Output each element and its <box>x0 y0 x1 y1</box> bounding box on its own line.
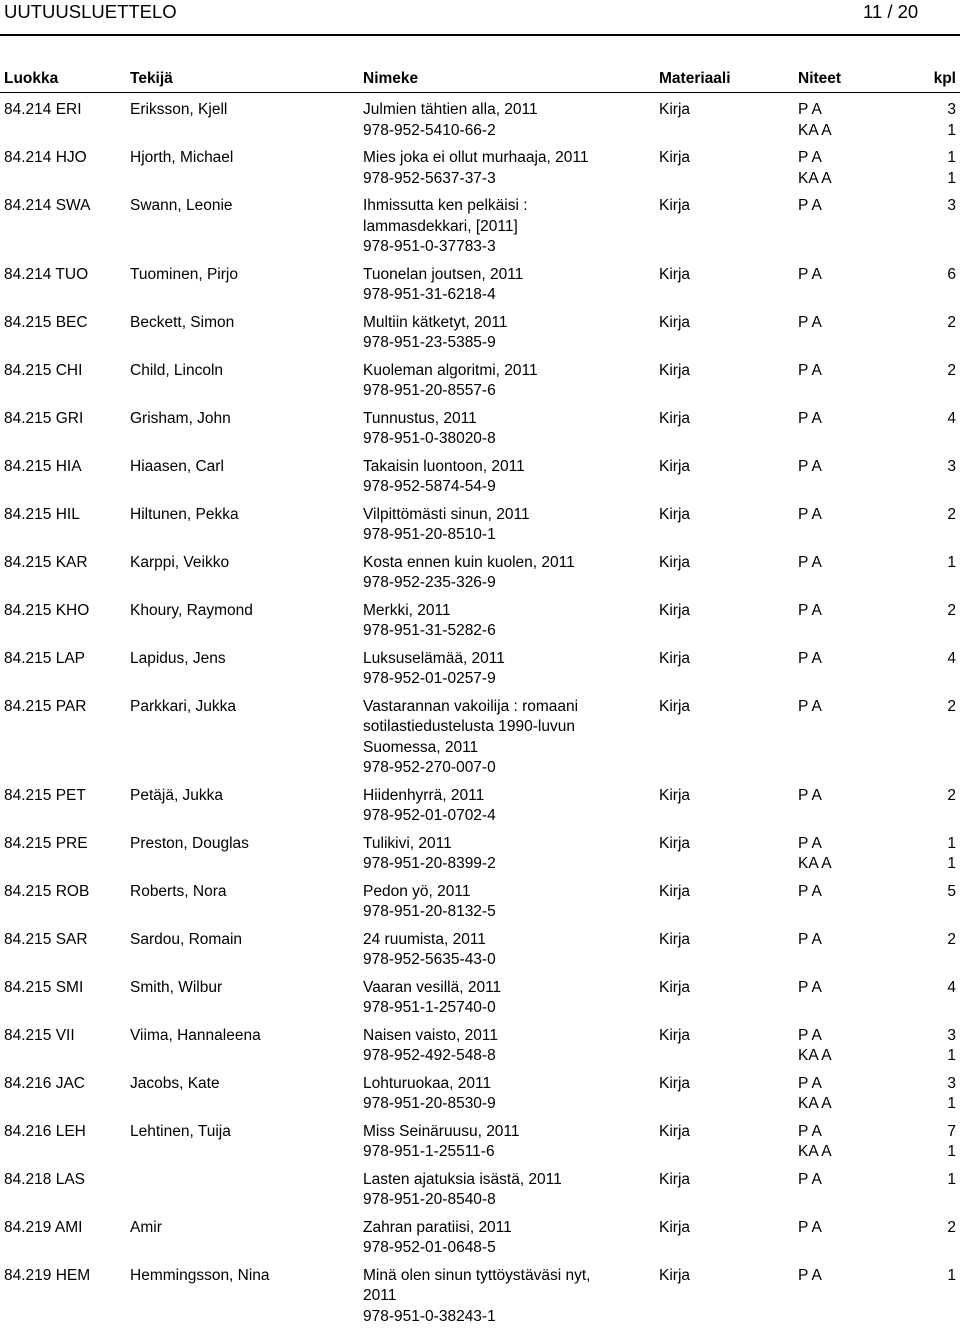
copy-count: 3 <box>947 101 956 118</box>
location-code: P A <box>798 361 822 379</box>
location-code: KA A <box>798 1047 832 1064</box>
copies-location <box>798 697 822 718</box>
author: Jacobs, Kate <box>130 1074 220 1092</box>
author: Child, Lincoln <box>130 361 224 379</box>
location-code: KA A <box>798 1095 832 1112</box>
material-type: Kirja <box>659 505 691 523</box>
catalog-row <box>0 196 960 258</box>
title-block <box>363 1266 648 1328</box>
material-type: Kirja <box>659 409 691 427</box>
author: Swann, Leonie <box>130 197 233 214</box>
author: Karppi, Veikko <box>130 553 230 571</box>
catalog-row <box>0 457 960 498</box>
catalog-row <box>0 786 960 827</box>
copy-count: 4 <box>947 978 956 996</box>
column-header-niteet: Niteet <box>798 70 842 87</box>
title-block <box>363 505 648 546</box>
column-header-materiaali: Materiaali <box>659 70 731 87</box>
material-type: Kirja <box>659 834 691 852</box>
author: Khoury, Raymond <box>130 601 253 619</box>
page-title: UUTUUSLUETTELO <box>4 1 177 22</box>
catalog-row <box>0 697 960 779</box>
copies-count <box>947 786 956 807</box>
copies-count <box>947 930 956 951</box>
isbn: 978-951-31-5282-6 <box>363 622 496 639</box>
copies-count <box>947 361 956 382</box>
isbn: 978-951-1-25740-0 <box>363 999 496 1016</box>
catalog-row <box>0 313 960 354</box>
copies-location <box>798 1026 832 1067</box>
title-line: Kuoleman algoritmi, 2011 <box>363 361 538 379</box>
copy-count: 2 <box>947 930 956 948</box>
title-line: Mies joka ei ollut murhaaja, 2011 <box>363 149 589 166</box>
location-code: P A <box>798 786 822 804</box>
material-type: Kirja <box>659 1266 691 1284</box>
isbn: 978-951-20-8399-2 <box>363 855 496 872</box>
copy-count: 3 <box>947 457 956 475</box>
catalog-row <box>0 100 960 141</box>
title-block <box>363 1122 648 1163</box>
catalog-list <box>0 100 960 1334</box>
isbn: 978-951-20-8540-8 <box>363 1191 496 1208</box>
copies-count <box>947 978 956 999</box>
location-code: P A <box>798 697 822 715</box>
title-line: Miss Seinäruusu, 2011 <box>363 1122 520 1140</box>
material-type: Kirja <box>659 553 691 571</box>
copies-count <box>947 1122 956 1163</box>
title-line: Vaaran vesillä, 2011 <box>363 978 502 996</box>
copy-count: 4 <box>947 649 956 667</box>
copies-count <box>947 697 956 718</box>
isbn: 978-951-20-8132-5 <box>363 903 496 920</box>
location-code: P A <box>798 265 822 283</box>
copies-count <box>947 457 956 478</box>
copies-location <box>798 882 822 903</box>
copies-count <box>947 505 956 526</box>
copies-location <box>798 553 822 574</box>
class-code: 84.215 PET <box>4 786 86 804</box>
class-code: 84.215 PRE <box>4 834 88 852</box>
title-line: Suomessa, 2011 <box>363 738 479 756</box>
title-line: Luksuselämää, 2011 <box>363 649 505 667</box>
material-type: Kirja <box>659 101 691 118</box>
copy-count: 1 <box>947 1143 956 1160</box>
copy-count: 3 <box>947 197 956 214</box>
isbn: 978-952-235-326-9 <box>363 574 496 591</box>
copies-location <box>798 196 822 217</box>
material-type: Kirja <box>659 978 691 996</box>
location-code: P A <box>798 505 822 523</box>
copies-count <box>947 1026 956 1067</box>
copies-count <box>947 1170 956 1191</box>
isbn: 978-952-5637-37-3 <box>363 169 496 187</box>
catalog-row <box>0 649 960 690</box>
title-block <box>363 265 648 306</box>
author: Grisham, John <box>130 409 231 427</box>
copies-location <box>798 457 822 478</box>
title-block <box>363 649 648 690</box>
title-block <box>363 882 648 923</box>
title-line: Tunnustus, 2011 <box>363 409 477 427</box>
title-block <box>363 834 648 875</box>
title-block <box>363 553 648 594</box>
material-type: Kirja <box>659 1026 691 1044</box>
isbn: 978-951-20-8510-1 <box>363 526 496 543</box>
class-code: 84.214 SWA <box>4 197 91 214</box>
class-code: 84.215 HIA <box>4 457 82 475</box>
copies-count <box>947 882 956 903</box>
author: Parkkari, Jukka <box>130 697 236 715</box>
class-code: 84.215 BEC <box>4 313 88 331</box>
location-code: P A <box>798 101 822 118</box>
copies-location <box>798 1170 822 1191</box>
author: Tuominen, Pirjo <box>130 265 238 283</box>
copies-location <box>798 1218 822 1239</box>
author: Beckett, Simon <box>130 313 235 331</box>
material-type: Kirja <box>659 1218 691 1236</box>
catalog-row <box>0 834 960 875</box>
copy-count: 1 <box>947 855 956 872</box>
title-line: Lasten ajatuksia isästä, 2011 <box>363 1170 562 1188</box>
material-type: Kirja <box>659 786 691 804</box>
copy-count: 1 <box>947 834 956 852</box>
location-code: P A <box>798 978 822 996</box>
class-code: 84.218 LAS <box>4 1170 86 1188</box>
isbn: 978-951-31-6218-4 <box>363 286 496 303</box>
isbn: 978-951-0-37783-3 <box>363 238 496 255</box>
author: Amir <box>130 1218 162 1236</box>
copies-count <box>947 265 956 286</box>
class-code: 84.215 KAR <box>4 553 88 571</box>
class-code: 84.215 VII <box>4 1026 75 1044</box>
title-block <box>363 978 648 1019</box>
location-code: P A <box>798 1122 822 1140</box>
page-current: 11 <box>863 1 883 22</box>
title-line: Takaisin luontoon, 2011 <box>363 457 525 475</box>
copy-count: 1 <box>947 1170 956 1188</box>
location-code: P A <box>798 882 822 900</box>
isbn: 978-951-23-5385-9 <box>363 334 496 351</box>
catalog-row <box>0 1074 960 1115</box>
class-code: 84.214 ERI <box>4 101 82 118</box>
title-line: 2011 <box>363 1287 397 1304</box>
column-header-tekija: Tekijä <box>130 70 173 87</box>
class-code: 84.214 TUO <box>4 265 89 283</box>
author: Hjorth, Michael <box>130 149 234 166</box>
author: Hiltunen, Pekka <box>130 505 239 523</box>
copy-count: 1 <box>947 1095 956 1112</box>
copies-location <box>798 930 822 951</box>
column-header-row <box>0 69 960 89</box>
title-block <box>363 409 648 450</box>
isbn: 978-952-01-0257-9 <box>363 670 496 687</box>
location-code: P A <box>798 457 822 475</box>
catalog-row <box>0 1218 960 1259</box>
copy-count: 1 <box>947 553 956 571</box>
title-block <box>363 1170 648 1211</box>
material-type: Kirja <box>659 697 691 715</box>
material-type: Kirja <box>659 882 691 900</box>
catalog-row <box>0 1122 960 1163</box>
location-code: P A <box>798 1074 822 1092</box>
location-code: P A <box>798 649 822 667</box>
title-line: Minä olen sinun tyttöystäväsi nyt, <box>363 1266 591 1284</box>
copies-location <box>798 978 822 999</box>
copy-count: 5 <box>947 882 956 900</box>
location-code: P A <box>798 834 822 852</box>
catalog-row <box>0 409 960 450</box>
author: Lehtinen, Tuija <box>130 1122 231 1140</box>
author: Hiaasen, Carl <box>130 457 224 475</box>
copies-count <box>947 148 956 189</box>
copy-count: 1 <box>947 1047 956 1064</box>
location-code: P A <box>798 1026 822 1044</box>
class-code: 84.215 ROB <box>4 882 90 900</box>
class-code: 84.216 JAC <box>4 1074 85 1092</box>
copy-count: 2 <box>947 697 956 715</box>
location-code: P A <box>798 313 822 331</box>
title-line: Hiidenhyrrä, 2011 <box>363 786 485 804</box>
isbn: 978-952-270-007-0 <box>363 759 496 776</box>
isbn: 978-951-20-8557-6 <box>363 382 496 399</box>
title-block <box>363 697 648 779</box>
copies-count <box>947 196 956 217</box>
title-line: 24 ruumista, 2011 <box>363 930 486 948</box>
material-type: Kirja <box>659 149 691 166</box>
catalog-row <box>0 553 960 594</box>
author: Lapidus, Jens <box>130 649 226 667</box>
copies-location <box>798 265 822 286</box>
catalog-row <box>0 601 960 642</box>
material-type: Kirja <box>659 197 691 214</box>
title-line: sotilastiedustelusta 1990-luvun <box>363 718 575 735</box>
copies-location <box>798 148 832 189</box>
location-code: P A <box>798 601 822 619</box>
copy-count: 2 <box>947 1218 956 1236</box>
isbn: 978-951-0-38243-1 <box>363 1307 496 1325</box>
title-block <box>363 457 648 498</box>
copy-count: 4 <box>947 409 956 427</box>
copies-location <box>798 100 832 141</box>
isbn: 978-951-1-25511-6 <box>363 1143 495 1160</box>
copy-count: 3 <box>947 1026 956 1044</box>
title-line: Pedon yö, 2011 <box>363 882 471 900</box>
title-line: Multiin kätketyt, 2011 <box>363 313 508 331</box>
class-code: 84.219 HEM <box>4 1266 91 1284</box>
catalog-row <box>0 505 960 546</box>
author: Eriksson, Kjell <box>130 101 228 118</box>
material-type: Kirja <box>659 601 691 619</box>
class-code: 84.215 KHO <box>4 601 90 619</box>
material-type: Kirja <box>659 265 691 283</box>
column-header-divider <box>0 92 960 93</box>
title-block <box>363 148 648 189</box>
class-code: 84.215 SAR <box>4 930 88 948</box>
class-code: 84.219 AMI <box>4 1218 83 1236</box>
title-line: Merkki, 2011 <box>363 601 451 619</box>
title-block <box>363 361 648 402</box>
location-code: P A <box>798 409 822 427</box>
copies-location <box>798 1122 832 1163</box>
catalog-row <box>0 1026 960 1067</box>
title-line: lammasdekkari, [2011] <box>363 217 518 235</box>
column-header-nimeke: Nimeke <box>363 70 419 87</box>
copy-count: 2 <box>947 505 956 523</box>
catalog-row <box>0 265 960 306</box>
page-number <box>863 1 918 23</box>
title-line: Vilpittömästi sinun, 2011 <box>363 505 530 523</box>
title-line: Tulikivi, 2011 <box>363 834 452 852</box>
class-code: 84.215 CHI <box>4 361 83 379</box>
title-line: Tuonelan joutsen, 2011 <box>363 265 524 283</box>
copies-count <box>947 834 956 875</box>
isbn: 978-952-5410-66-2 <box>363 121 496 139</box>
page-total: 20 <box>897 1 919 22</box>
author: Smith, Wilbur <box>130 978 223 996</box>
copies-count <box>947 313 956 334</box>
copy-count: 1 <box>947 169 956 187</box>
copy-count: 2 <box>947 361 956 379</box>
copies-count <box>947 100 956 141</box>
location-code: P A <box>798 930 822 948</box>
title-line: Kosta ennen kuin kuolen, 2011 <box>363 553 575 571</box>
material-type: Kirja <box>659 1122 691 1140</box>
copy-count: 7 <box>947 1122 956 1140</box>
author: Viima, Hannaleena <box>130 1026 261 1044</box>
catalog-row <box>0 930 960 971</box>
title-line: Naisen vaisto, 2011 <box>363 1026 498 1044</box>
isbn: 978-951-0-38020-8 <box>363 430 496 447</box>
title-line: Vastarannan vakoilija : romaani <box>363 697 579 715</box>
location-code: P A <box>798 197 822 214</box>
location-code: P A <box>798 553 822 571</box>
author: Petäjä, Jukka <box>130 786 224 804</box>
class-code: 84.215 HIL <box>4 505 80 523</box>
copy-count: 6 <box>947 265 956 283</box>
location-code: P A <box>798 1170 822 1188</box>
isbn: 978-952-5635-43-0 <box>363 951 496 968</box>
location-code: P A <box>798 1218 822 1236</box>
class-code: 84.215 LAP <box>4 649 86 667</box>
title-block <box>363 930 648 971</box>
author: Sardou, Romain <box>130 930 243 948</box>
isbn: 978-952-01-0648-5 <box>363 1239 496 1256</box>
copy-count: 3 <box>947 1074 956 1092</box>
title-block <box>363 1026 648 1067</box>
title-block <box>363 1074 648 1115</box>
title-line: Zahran paratiisi, 2011 <box>363 1218 512 1236</box>
location-code: KA A <box>798 1143 832 1160</box>
location-code: KA A <box>798 121 832 139</box>
material-type: Kirja <box>659 313 691 331</box>
catalog-row <box>0 978 960 1019</box>
catalog-row <box>0 882 960 923</box>
copy-count: 2 <box>947 786 956 804</box>
title-block <box>363 1218 648 1259</box>
author: Preston, Douglas <box>130 834 249 852</box>
column-header-kpl: kpl <box>933 70 956 87</box>
isbn: 978-952-492-548-8 <box>363 1047 496 1064</box>
copies-location <box>798 649 822 670</box>
isbn: 978-952-01-0702-4 <box>363 807 496 824</box>
catalog-row <box>0 148 960 189</box>
catalog-row <box>0 361 960 402</box>
location-code: P A <box>798 149 822 166</box>
copy-count: 2 <box>947 601 956 619</box>
page-separator: / <box>887 1 893 22</box>
author: Roberts, Nora <box>130 882 227 900</box>
class-code: 84.215 PAR <box>4 697 87 715</box>
class-code: 84.215 GRI <box>4 409 84 427</box>
material-type: Kirja <box>659 1170 691 1188</box>
catalog-row <box>0 1170 960 1211</box>
copies-count <box>947 1266 956 1287</box>
class-code: 84.216 LEH <box>4 1122 86 1140</box>
copy-count: 1 <box>947 121 956 139</box>
title-line: Ihmissutta ken pelkäisi : <box>363 197 528 214</box>
copies-count <box>947 409 956 430</box>
location-code: KA A <box>798 855 832 872</box>
copies-location <box>798 786 822 807</box>
material-type: Kirja <box>659 1074 691 1092</box>
title-block <box>363 601 648 642</box>
copies-location <box>798 505 822 526</box>
title-block <box>363 196 648 258</box>
copies-count <box>947 1074 956 1115</box>
copies-location <box>798 313 822 334</box>
title-block <box>363 786 648 827</box>
copy-count: 2 <box>947 313 956 331</box>
isbn: 978-952-5874-54-9 <box>363 478 496 495</box>
copy-count: 1 <box>947 149 956 166</box>
copies-count <box>947 601 956 622</box>
header-divider <box>0 34 960 36</box>
copies-count <box>947 553 956 574</box>
catalog-row <box>0 1266 960 1328</box>
copies-location <box>798 601 822 622</box>
material-type: Kirja <box>659 649 691 667</box>
title-line: Julmien tähtien alla, 2011 <box>363 101 538 118</box>
material-type: Kirja <box>659 361 691 379</box>
copies-location <box>798 1266 822 1287</box>
copies-count <box>947 649 956 670</box>
copies-count <box>947 1218 956 1239</box>
title-line: Lohturuokaa, 2011 <box>363 1074 492 1092</box>
title-block <box>363 100 648 141</box>
copies-location <box>798 409 822 430</box>
copy-count: 1 <box>947 1266 956 1284</box>
material-type: Kirja <box>659 457 691 475</box>
title-block <box>363 313 648 354</box>
copies-location <box>798 361 822 382</box>
column-header-luokka: Luokka <box>4 70 59 87</box>
material-type: Kirja <box>659 930 691 948</box>
copies-location <box>798 1074 832 1115</box>
location-code: P A <box>798 1266 822 1284</box>
isbn: 978-951-20-8530-9 <box>363 1095 496 1112</box>
copies-location <box>798 834 832 875</box>
author: Hemmingsson, Nina <box>130 1266 270 1284</box>
class-code: 84.214 HJO <box>4 149 87 166</box>
class-code: 84.215 SMI <box>4 978 84 996</box>
location-code: KA A <box>798 169 832 187</box>
